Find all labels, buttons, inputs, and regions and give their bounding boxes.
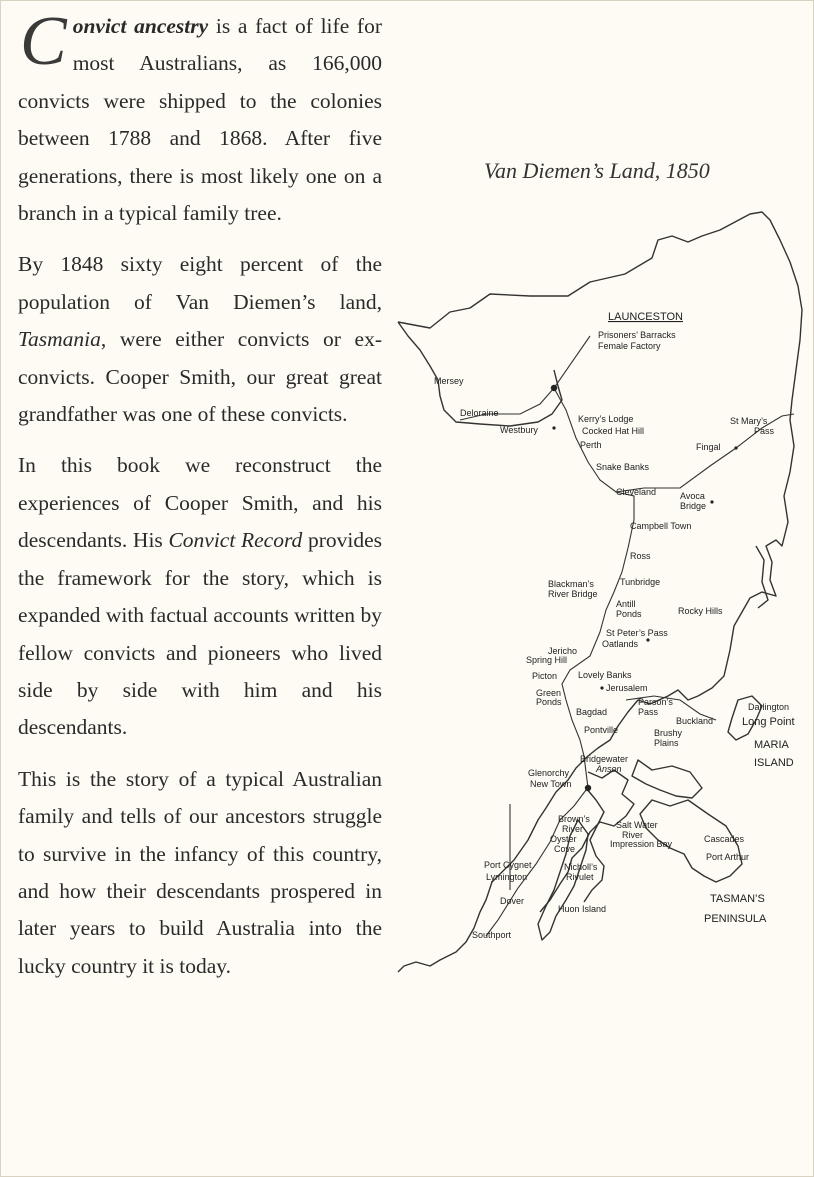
label-port-cygnet: Port Cygnet bbox=[484, 860, 532, 870]
town-dot-avoca bbox=[710, 500, 713, 503]
lead-phrase: onvict ancestry bbox=[72, 14, 209, 38]
label-dover: Dover bbox=[500, 896, 525, 906]
coastline-freycinet bbox=[756, 546, 768, 608]
label-long-point: Long Point bbox=[742, 716, 795, 728]
town-dot-fingal bbox=[734, 446, 737, 449]
road-launceston-prisoners bbox=[554, 336, 590, 388]
label-parsons: Parson’s bbox=[638, 697, 673, 707]
label-lymington: Lymington bbox=[486, 872, 528, 882]
label-anson: Anson bbox=[596, 764, 622, 774]
label-perth: Perth bbox=[580, 440, 602, 450]
label-maria-island: ISLAND bbox=[754, 757, 794, 769]
map-title: Van Diemen’s Land, 1850 bbox=[484, 158, 710, 183]
convict-record-italic: Convict Record bbox=[168, 528, 303, 553]
label-blackmans: Blackman’s bbox=[548, 579, 594, 589]
town-dot-oatlands bbox=[646, 638, 649, 641]
label-st-marys-pass: Pass bbox=[754, 426, 775, 436]
coastline-forestier bbox=[632, 760, 702, 798]
label-nicholls: Nicholl’s bbox=[564, 862, 598, 872]
label-salt-water: Salt Water bbox=[616, 820, 658, 830]
paragraph-4-body: This is the story of a typical Australian family and tells of our ancestors struggle to survive in the infancy of this country, and how their descendants prospered in later years to build Australia into the lucky country it is today. bbox=[18, 766, 382, 978]
label-oatlands: Oatlands bbox=[602, 639, 639, 649]
label-buckland: Buckland bbox=[676, 716, 714, 726]
paragraph-population bbox=[18, 246, 382, 433]
tasmania-italic: Tasmania bbox=[18, 327, 101, 352]
paragraph-book-purpose bbox=[18, 447, 382, 746]
label-cascades: Cascades bbox=[704, 834, 745, 844]
label-brushy-plains: Plains bbox=[654, 738, 679, 748]
town-dot-launceston bbox=[551, 385, 557, 391]
label-lovely-banks: Lovely Banks bbox=[578, 670, 632, 680]
label-green-ponds: Ponds bbox=[536, 697, 562, 707]
tasmania-map bbox=[390, 200, 810, 1000]
label-darlington: Darlington bbox=[748, 702, 790, 712]
label-kerrys-lodge: Kerry’s Lodge bbox=[578, 414, 634, 424]
paragraph-2-part-a: By 1848 sixty eight percent of the population of Van Diemen’s land, bbox=[18, 252, 382, 314]
label-green: Green bbox=[536, 688, 562, 698]
label-rocky-hills: Rocky Hills bbox=[678, 606, 723, 616]
label-ross: Ross bbox=[630, 551, 651, 561]
paragraph-convict-ancestry bbox=[18, 3, 382, 232]
label-antill: Antill bbox=[616, 599, 636, 609]
label-spring-hill: Spring Hill bbox=[526, 655, 568, 665]
paragraph-3-part-a: In this book we reconstruct the experiences of Cooper Smith, and his descendants. His bbox=[18, 453, 382, 553]
label-nicholls-rivulet: Rivulet bbox=[566, 872, 594, 882]
paragraph-story bbox=[18, 761, 382, 985]
label-female-factory: Female Factory bbox=[598, 341, 661, 351]
label-bridgewater: Bridgewater bbox=[580, 754, 629, 764]
label-new-town: New Town bbox=[530, 779, 572, 789]
label-browns: Brown’s bbox=[558, 814, 590, 824]
label-avoca-bridge: Bridge bbox=[680, 501, 707, 511]
label-st-marys: St Mary’s bbox=[730, 416, 768, 426]
label-launceston: LAUNCESTON bbox=[608, 311, 683, 323]
label-tasmans: TASMAN’S bbox=[710, 893, 765, 905]
drop-cap: C bbox=[20, 3, 67, 80]
label-prisoners-barracks: Prisoners’ Barracks bbox=[598, 330, 676, 340]
label-antill-ponds: Ponds bbox=[616, 609, 642, 619]
label-southport: Southport bbox=[472, 930, 512, 940]
label-cocked-hat-hill: Cocked Hat Hill bbox=[582, 426, 645, 436]
label-salt-water-river: River bbox=[622, 830, 644, 840]
intro-text-column bbox=[18, 3, 382, 999]
label-pontville: Pontville bbox=[584, 725, 619, 735]
label-maria: MARIA bbox=[754, 739, 789, 751]
label-picton: Picton bbox=[532, 671, 558, 681]
label-brushy: Brushy bbox=[654, 728, 683, 738]
label-oyster: Oyster bbox=[550, 834, 577, 844]
label-snake-banks: Snake Banks bbox=[596, 462, 650, 472]
label-port-arthur: Port Arthur bbox=[706, 852, 750, 862]
town-dot-jerusalem bbox=[600, 686, 603, 689]
paragraph-1-body: is a fact of life for most Australians, as 166,000 convicts were shipped to the colonies between 1788 and 1868. After five generations, there is most likely one on a branch in a typical family tree. bbox=[18, 14, 382, 226]
label-deloraine: Deloraine bbox=[460, 408, 499, 418]
label-westbury: Westbury bbox=[500, 425, 538, 435]
label-mersey: Mersey bbox=[434, 376, 464, 386]
label-bagdad: Bagdad bbox=[576, 707, 608, 717]
paragraph-2-part-b: , were either convicts or ex-convicts. Cooper Smith, our great great grandfather was one of these convicts. bbox=[18, 327, 382, 427]
label-avoca: Avoca bbox=[680, 491, 705, 501]
label-tasmans-peninsula: PENINSULA bbox=[704, 913, 767, 925]
label-cleveland: Cleveland bbox=[616, 487, 657, 497]
label-jericho-main: Jericho bbox=[548, 646, 578, 656]
label-campbell-town: Campbell Town bbox=[630, 521, 692, 531]
paragraph-3-part-b: provides the framework for the story, which is expanded with factual accounts written by fellow convicts and pioneers who lived side by side with him and his descendants. bbox=[18, 528, 382, 740]
town-dot-westbury bbox=[552, 426, 555, 429]
label-parsons-pass: Pass bbox=[638, 707, 659, 717]
label-st-peters-pass: St Peter’s Pass bbox=[606, 628, 668, 638]
label-fingal: Fingal bbox=[696, 442, 721, 452]
label-glenorchy: Glenorchy bbox=[528, 768, 570, 778]
label-impression-bay: Impression Bay bbox=[610, 839, 673, 849]
label-oyster-cove: Cove bbox=[554, 844, 576, 854]
town-dot-hobart bbox=[585, 785, 591, 791]
label-huon-island: Huon Island bbox=[558, 904, 607, 914]
label-blackmans-river-bridge: River Bridge bbox=[548, 589, 598, 599]
label-browns-river: River bbox=[562, 824, 584, 834]
label-tunbridge: Tunbridge bbox=[620, 577, 661, 587]
label-jerusalem: Jerusalem bbox=[606, 683, 648, 693]
